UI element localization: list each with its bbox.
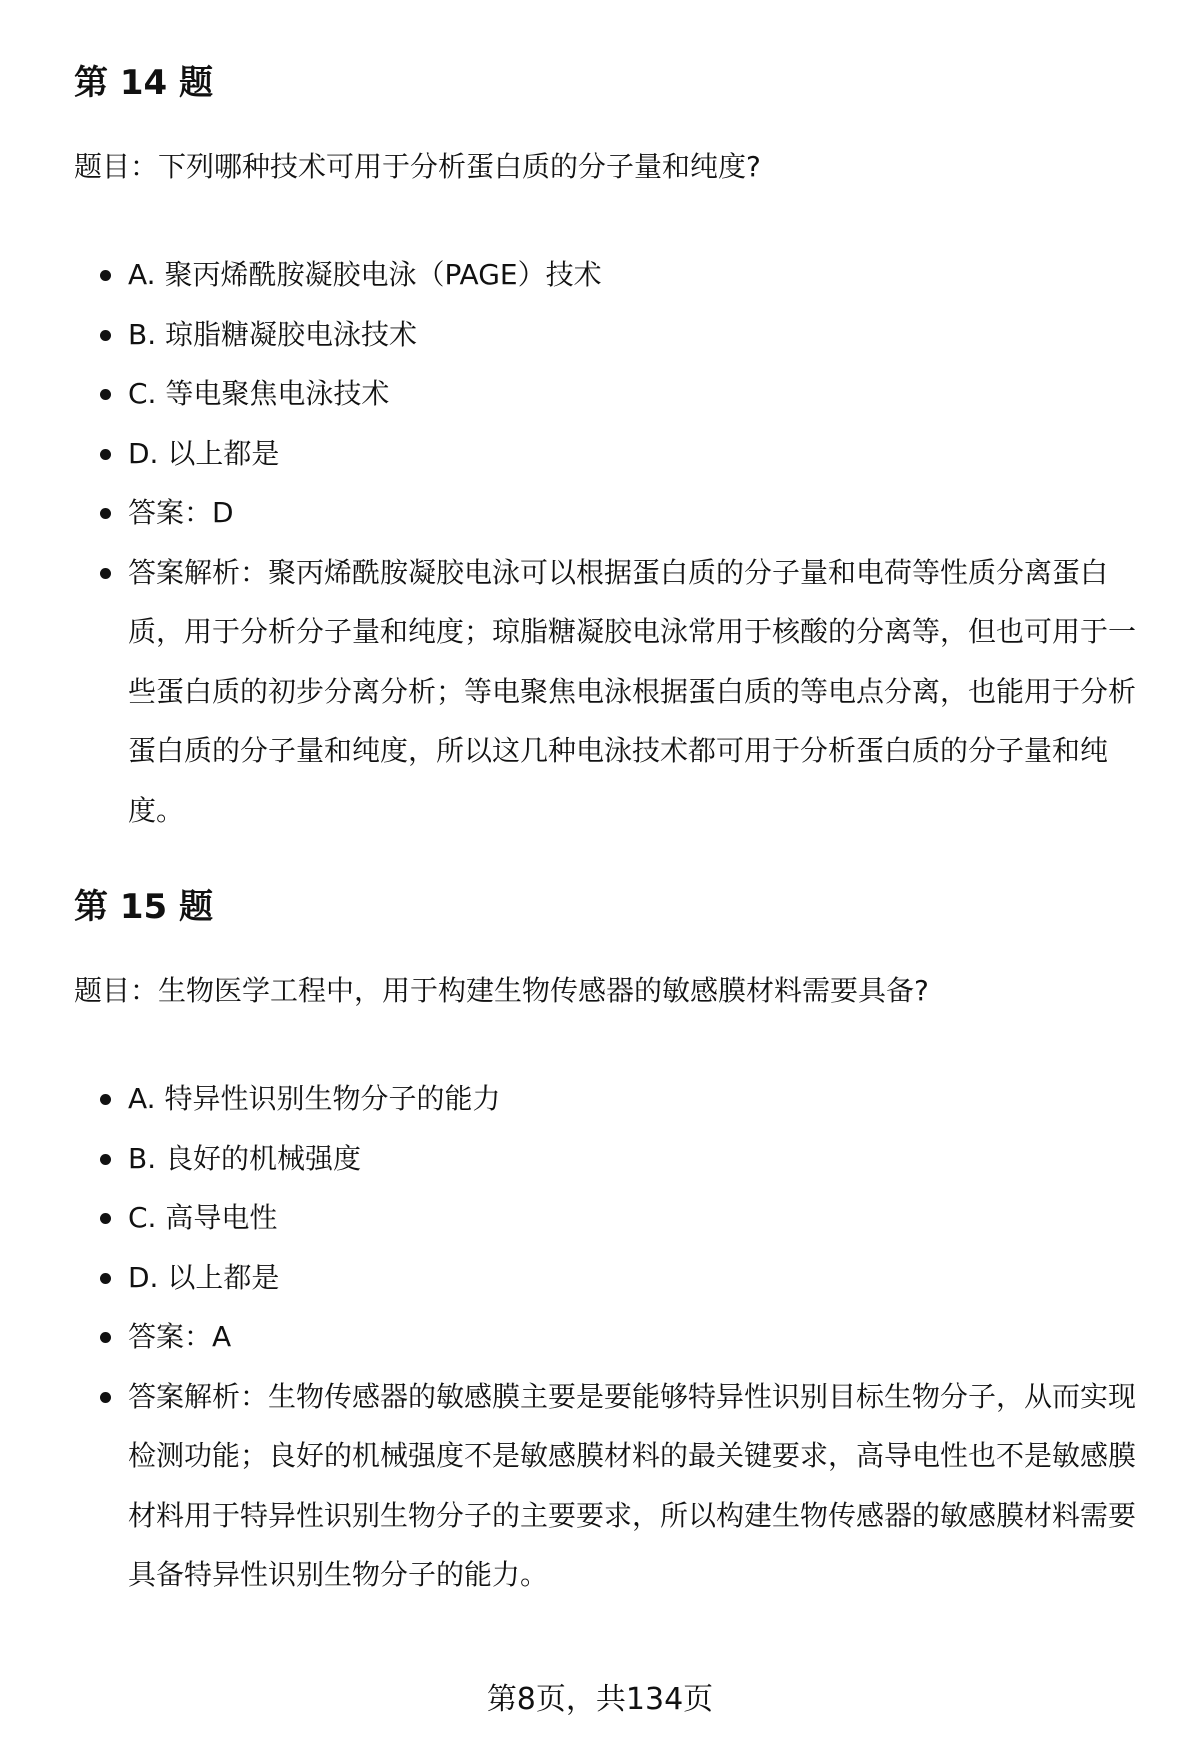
question-stem: 题目：生物医学工程中，用于构建生物传感器的敏感膜材料需要具备?	[74, 974, 929, 1007]
question-stem: 题目：下列哪种技术可用于分析蛋白质的分子量和纯度?	[74, 150, 761, 183]
option-a: A. 特异性识别生物分子的能力	[74, 1069, 1144, 1129]
page-footer: 第8页，共134页	[486, 1682, 714, 1717]
option-d: D. 以上都是	[74, 424, 1144, 484]
answer-explanation: 答案解析：生物传感器的敏感膜主要是要能够特异性识别目标生物分子，从而实现检测功能；良好的机械强度不是敏感膜材料的最关键要求，高导电性也不是敏感膜材料用于特异性识别生物分子的主要要求，所以构建生物传感器的敏感膜材料需要具备特异性识别生物分子的能力。	[74, 1367, 1144, 1605]
question-title: 第 14 题	[74, 63, 213, 103]
option-c: C. 等电聚焦电泳技术	[74, 364, 1144, 424]
option-list	[74, 245, 1144, 840]
question-title: 第 15 题	[74, 887, 213, 927]
option-c: C. 高导电性	[74, 1188, 1144, 1248]
answer: 答案：D	[74, 483, 1144, 543]
option-d: D. 以上都是	[74, 1248, 1144, 1308]
answer-explanation: 答案解析：聚丙烯酰胺凝胶电泳可以根据蛋白质的分子量和电荷等性质分离蛋白质，用于分析分子量和纯度；琼脂糖凝胶电泳常用于核酸的分离等，但也可用于一些蛋白质的初步分离分析；等电聚焦电泳根据蛋白质的等电点分离，也能用于分析蛋白质的分子量和纯度，所以这几种电泳技术都可用于分析蛋白质的分子量和纯度。	[74, 543, 1144, 841]
option-b: B. 良好的机械强度	[74, 1129, 1144, 1189]
option-b: B. 琼脂糖凝胶电泳技术	[74, 305, 1144, 365]
answer: 答案：A	[74, 1307, 1144, 1367]
option-a: A. 聚丙烯酰胺凝胶电泳（PAGE）技术	[74, 245, 1144, 305]
option-list	[74, 1069, 1144, 1605]
